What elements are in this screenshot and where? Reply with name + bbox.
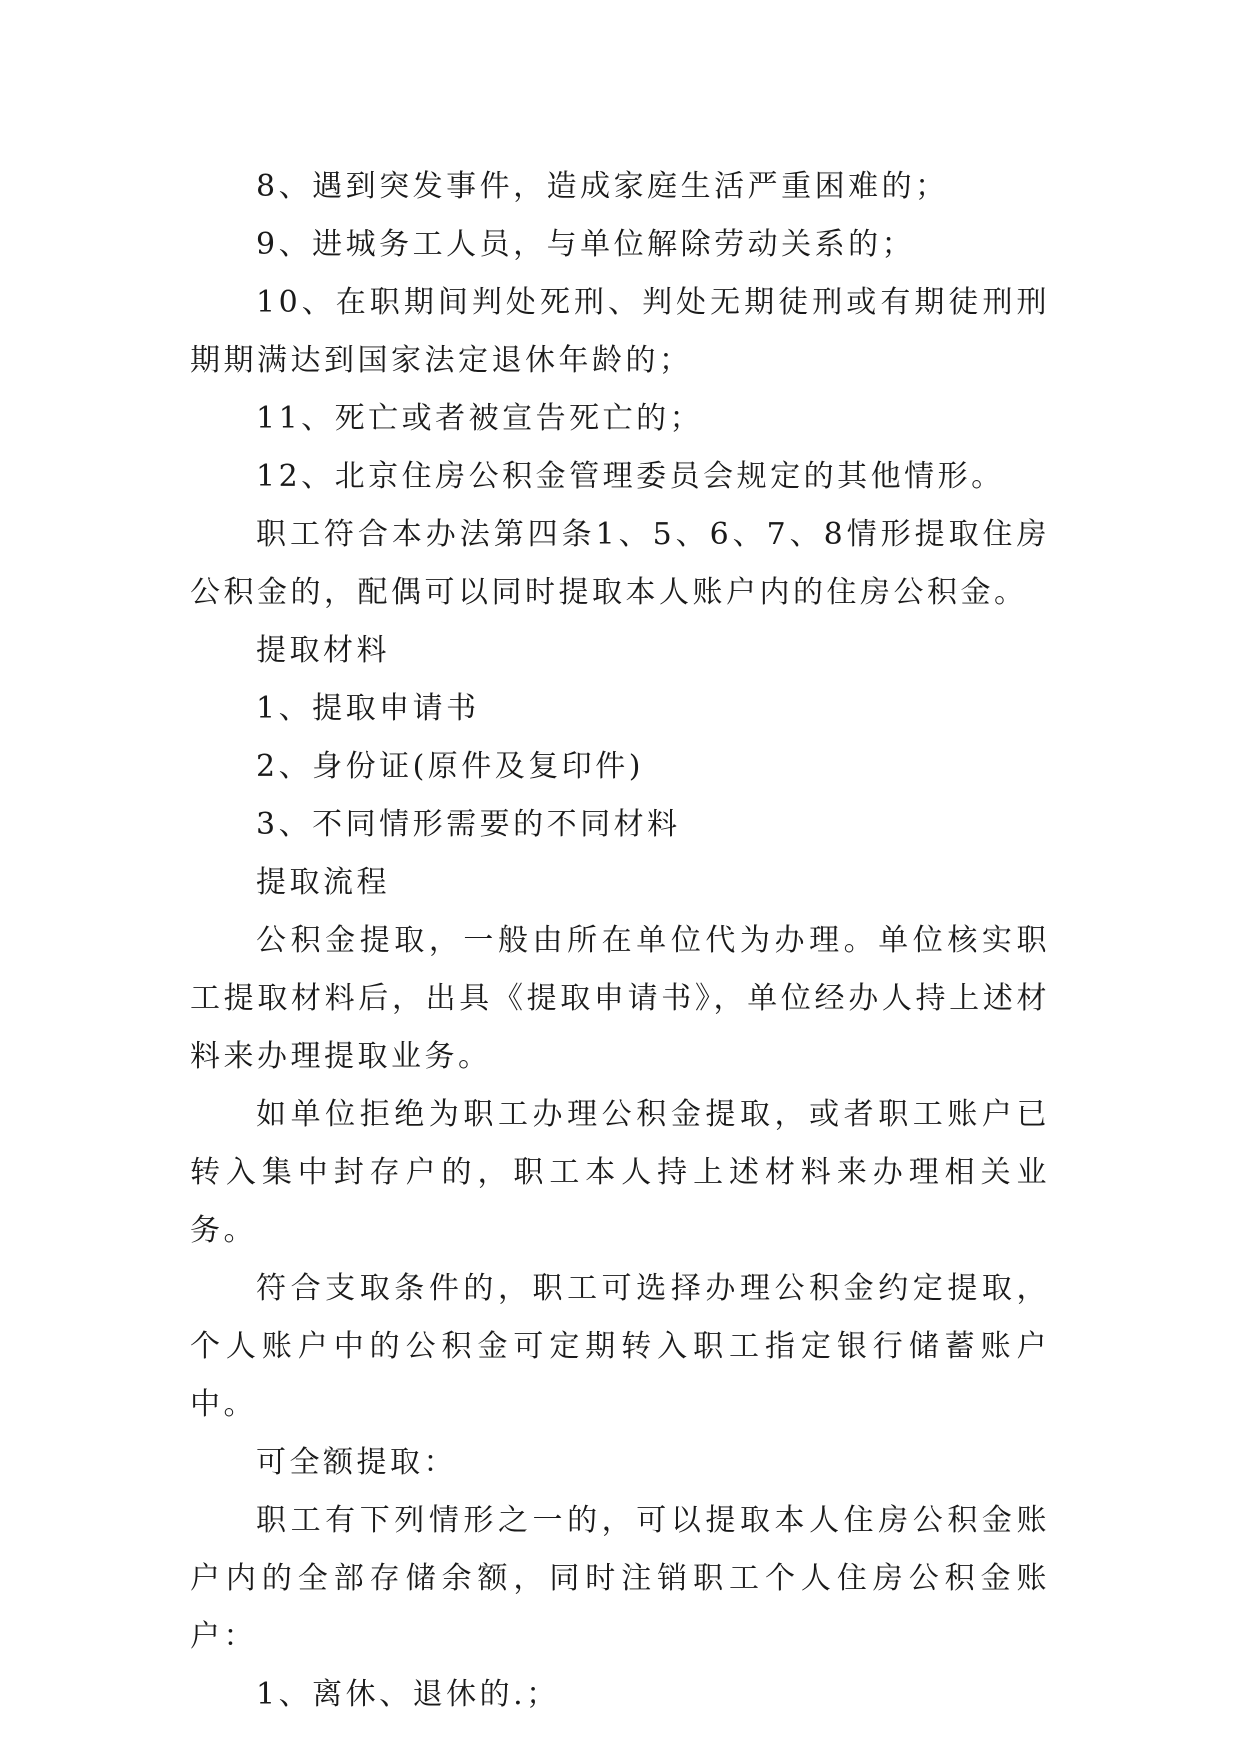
paragraph-process-3: 符合支取条件的，职工可选择办理公积金约定提取，个人账户中的公积金可定期转入职工指定银行储蓄账户中。	[190, 1271, 1050, 1422]
paragraph-item-12: 12、北京住房公积金管理委员会规定的其他情形。	[256, 459, 1005, 494]
paragraph-item-11: 11、死亡或者被宣告死亡的；	[256, 401, 704, 436]
heading-materials: 提取材料	[256, 633, 390, 668]
paragraph-spouse-rule: 职工符合本办法第四条1、5、6、7、8情形提取住房公积金的，配偶可以同时提取本人账户内的住房公积金。	[190, 517, 1050, 610]
paragraph-full-withdrawal: 职工有下列情形之一的，可以提取本人住房公积金账户内的全部存储余额，同时注销职工个人住房公积金账户：	[190, 1503, 1050, 1654]
material-item-2: 2、身份证(原件及复印件)	[256, 749, 644, 784]
material-item-1: 1、提取申请书	[256, 691, 480, 726]
material-item-3: 3、不同情形需要的不同材料	[256, 807, 681, 842]
document-body	[190, 158, 1050, 1724]
paragraph-item-10: 10、在职期间判处死刑、判处无期徒刑或有期徒刑刑期期满达到国家法定退休年龄的；	[190, 285, 1050, 378]
paragraph-process-2: 如单位拒绝为职工办理公积金提取，或者职工账户已转入集中封存户的，职工本人持上述材料来办理相关业务。	[190, 1097, 1050, 1248]
heading-full-withdrawal: 可全额提取：	[256, 1445, 457, 1480]
heading-process: 提取流程	[256, 865, 390, 900]
full-withdrawal-item-1: 1、离休、退休的.；	[256, 1677, 560, 1712]
paragraph-process-1: 公积金提取，一般由所在单位代为办理。单位核实职工提取材料后，出具《提取申请书》，单位经办人持上述材料来办理提取业务。	[190, 923, 1050, 1074]
paragraph-item-8: 8、遇到突发事件，造成家庭生活严重困难的；	[256, 169, 949, 204]
paragraph-item-9: 9、进城务工人员，与单位解除劳动关系的；	[256, 227, 916, 262]
